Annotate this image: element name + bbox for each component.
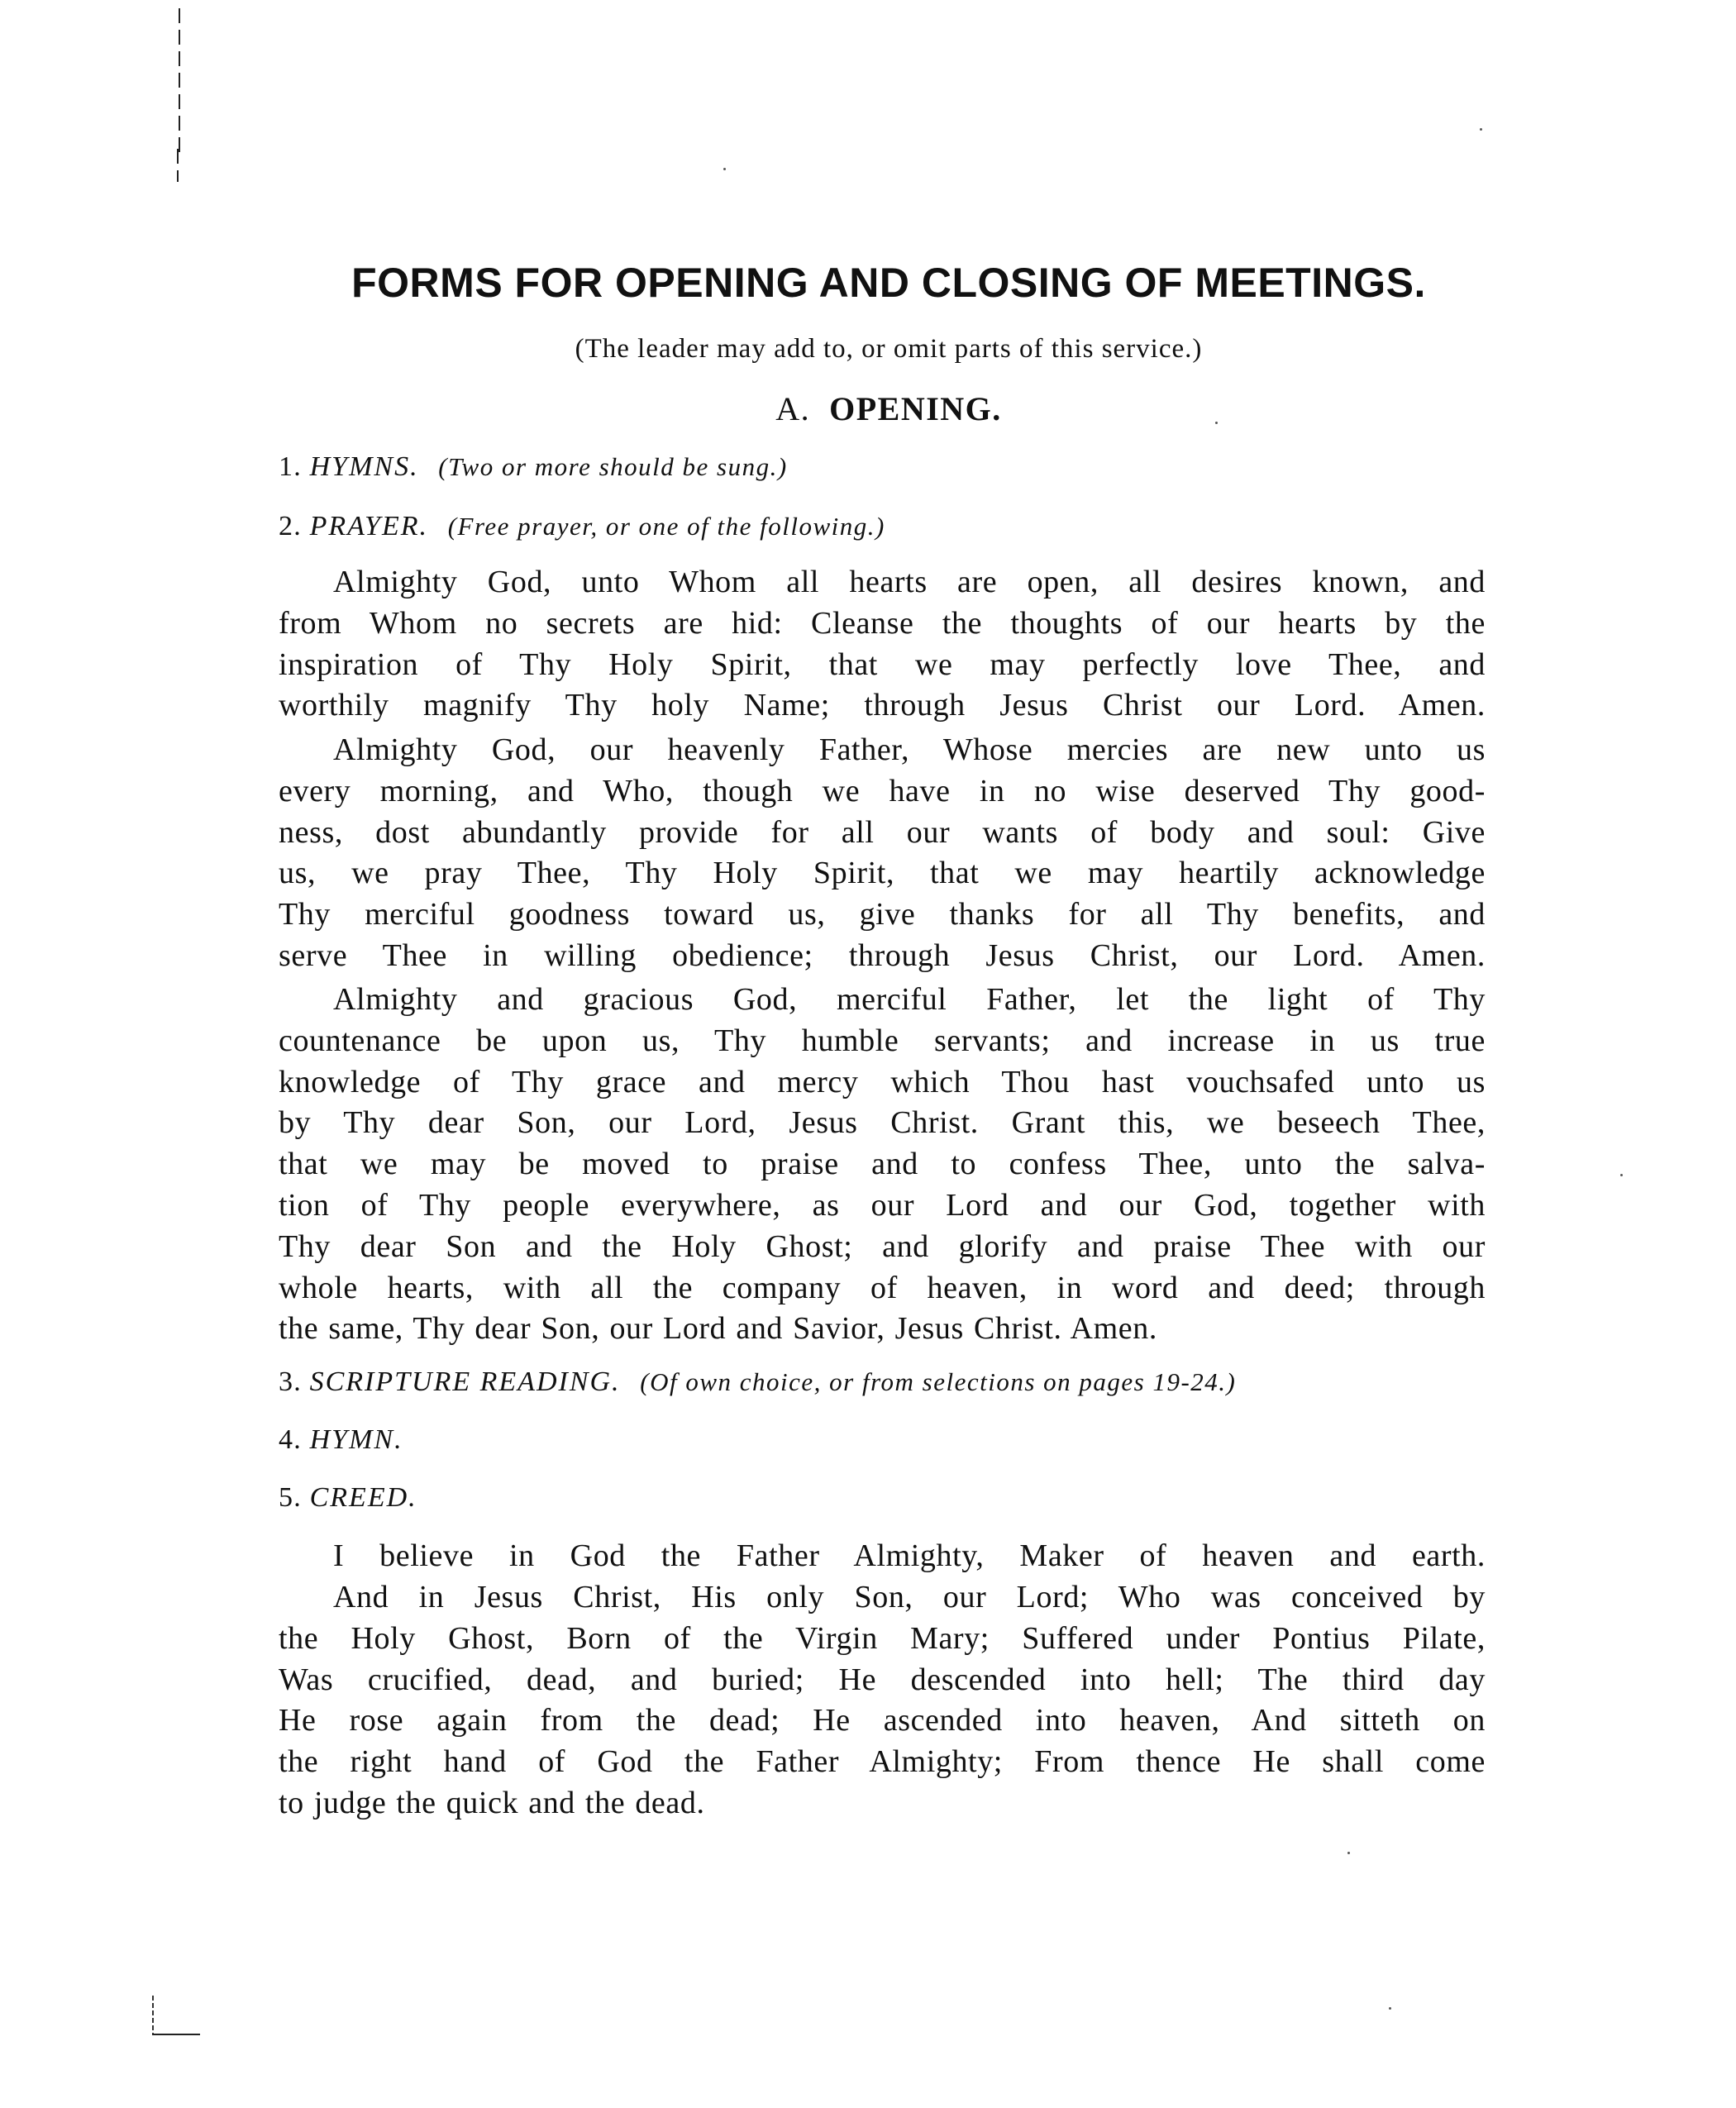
item-number: 5. [279,1482,302,1513]
text-line: And in Jesus Christ, His only Son, our Lord; Who was conceived by [333,1580,1486,1614]
text-line: the right hand of God the Father Almighty; From thence He shall come [279,1744,1486,1780]
scan-speck [1347,1852,1350,1854]
item-note: (Two or more should be sung.) [438,452,788,481]
item-number: 2. [279,511,302,541]
item-number: 3. [279,1366,302,1397]
list-item-creed [279,1480,1486,1516]
item-note: (Free prayer, or one of the following.) [447,512,885,541]
section-letter: A. [775,390,811,427]
text-line: us, we pray Thee, Thy Holy Spirit, that we may heartily acknowledge [279,856,1486,891]
text-line: by Thy dear Son, our Lord, Jesus Christ. Grant this, we beseech Thee, [279,1105,1486,1141]
text-line: the Holy Ghost, Born of the Virgin Mary; Suffered under Pontius Pilate, [279,1620,1486,1656]
section-heading [0,389,1736,430]
text-line: tion of Thy people everywhere, as our Lord and our God, together with [279,1187,1486,1223]
text-line: from Whom no secrets are hid: Cleanse the thoughts of our hearts by the [279,605,1486,641]
item-number: 4. [279,1424,302,1455]
list-item-prayer [279,508,1486,545]
scan-corner-mark [152,1996,154,2035]
scan-speck [723,168,726,170]
text-line: whole hearts, with all the company of heaven, in word and deed; through [279,1270,1486,1305]
text-line: every morning, and Who, though we have in no wise deserved Thy good- [279,773,1486,808]
scan-corner-mark [152,2034,200,2035]
page-subtitle: (The leader may add to, or omit parts of this service.) [575,334,1203,364]
item-label: CREED. [309,1482,417,1513]
text-line: ness, dost abundantly provide for all our wants of body and soul: Give [279,814,1486,850]
text-line: inspiration of Thy Holy Spirit, that we may perfectly love Thee, and [279,646,1486,682]
text-line: countenance be upon us, Thy humble servants; and increase in us true [279,1023,1486,1058]
text-line: the same, Thy dear Son, our Lord and Savior, Jesus Christ. Amen. [279,1311,1157,1347]
text-line: Almighty and gracious God, merciful Father, let the light of Thy [333,982,1486,1017]
text-line: Almighty God, unto Whom all hearts are open, all desires known, and [333,565,1486,599]
text-line: I believe in God the Father Almighty, Maker of heaven and earth. [333,1538,1486,1573]
scan-edge-line [177,149,179,182]
page-title: FORMS FOR OPENING AND CLOSING OF MEETINGS. [351,260,1426,306]
list-item-scripture-reading [279,1364,1486,1400]
text-line: Thy dear Son and the Holy Ghost; and glorify and praise Thee with our [279,1228,1486,1264]
scan-speck [1480,128,1482,131]
text-line: that we may be moved to praise and to confess Thee, unto the salva- [279,1147,1486,1182]
item-number: 1. [279,451,302,482]
list-item-hymns [279,449,1486,485]
text-line: Thy merciful goodness toward us, give thanks for all Thy benefits, and [279,897,1486,932]
text-line: knowledge of Thy grace and mercy which Thou hast vouchsafed unto us [279,1064,1486,1099]
item-label: PRAYER. [309,511,428,541]
item-label: HYMNS. [309,451,419,482]
text-line: Almighty God, our heavenly Father, Whose mercies are new unto us [333,732,1486,767]
scan-edge-line [179,8,180,157]
text-line: worthily magnify Thy holy Name; through Jesus Christ our Lord. Amen. [279,688,1486,723]
text-line: to judge the quick and the dead. [279,1785,705,1820]
prayer-paragraph-3 [279,980,1486,1350]
prayer-paragraph-1 [279,562,1486,727]
text-line: serve Thee in willing obedience; through Jesus Christ, our Lord. Amen. [279,937,1486,973]
creed-paragraph-2 [279,1577,1486,1824]
section-name: OPENING. [829,390,1002,427]
item-note: (Of own choice, or from selections on pages 19-24.) [640,1367,1237,1396]
scan-speck [1389,2007,1391,2010]
text-line: He rose again from the dead; He ascended into heaven, And sitteth on [279,1703,1486,1738]
prayer-paragraph-2 [279,730,1486,977]
scan-speck [1620,1174,1623,1176]
item-label: SCRIPTURE READING. [309,1366,621,1397]
item-label: HYMN. [309,1424,403,1455]
list-item-hymn [279,1422,1486,1458]
creed-paragraph-1 [279,1536,1486,1577]
text-line: Was crucified, dead, and buried; He descended into hell; The third day [279,1662,1486,1697]
